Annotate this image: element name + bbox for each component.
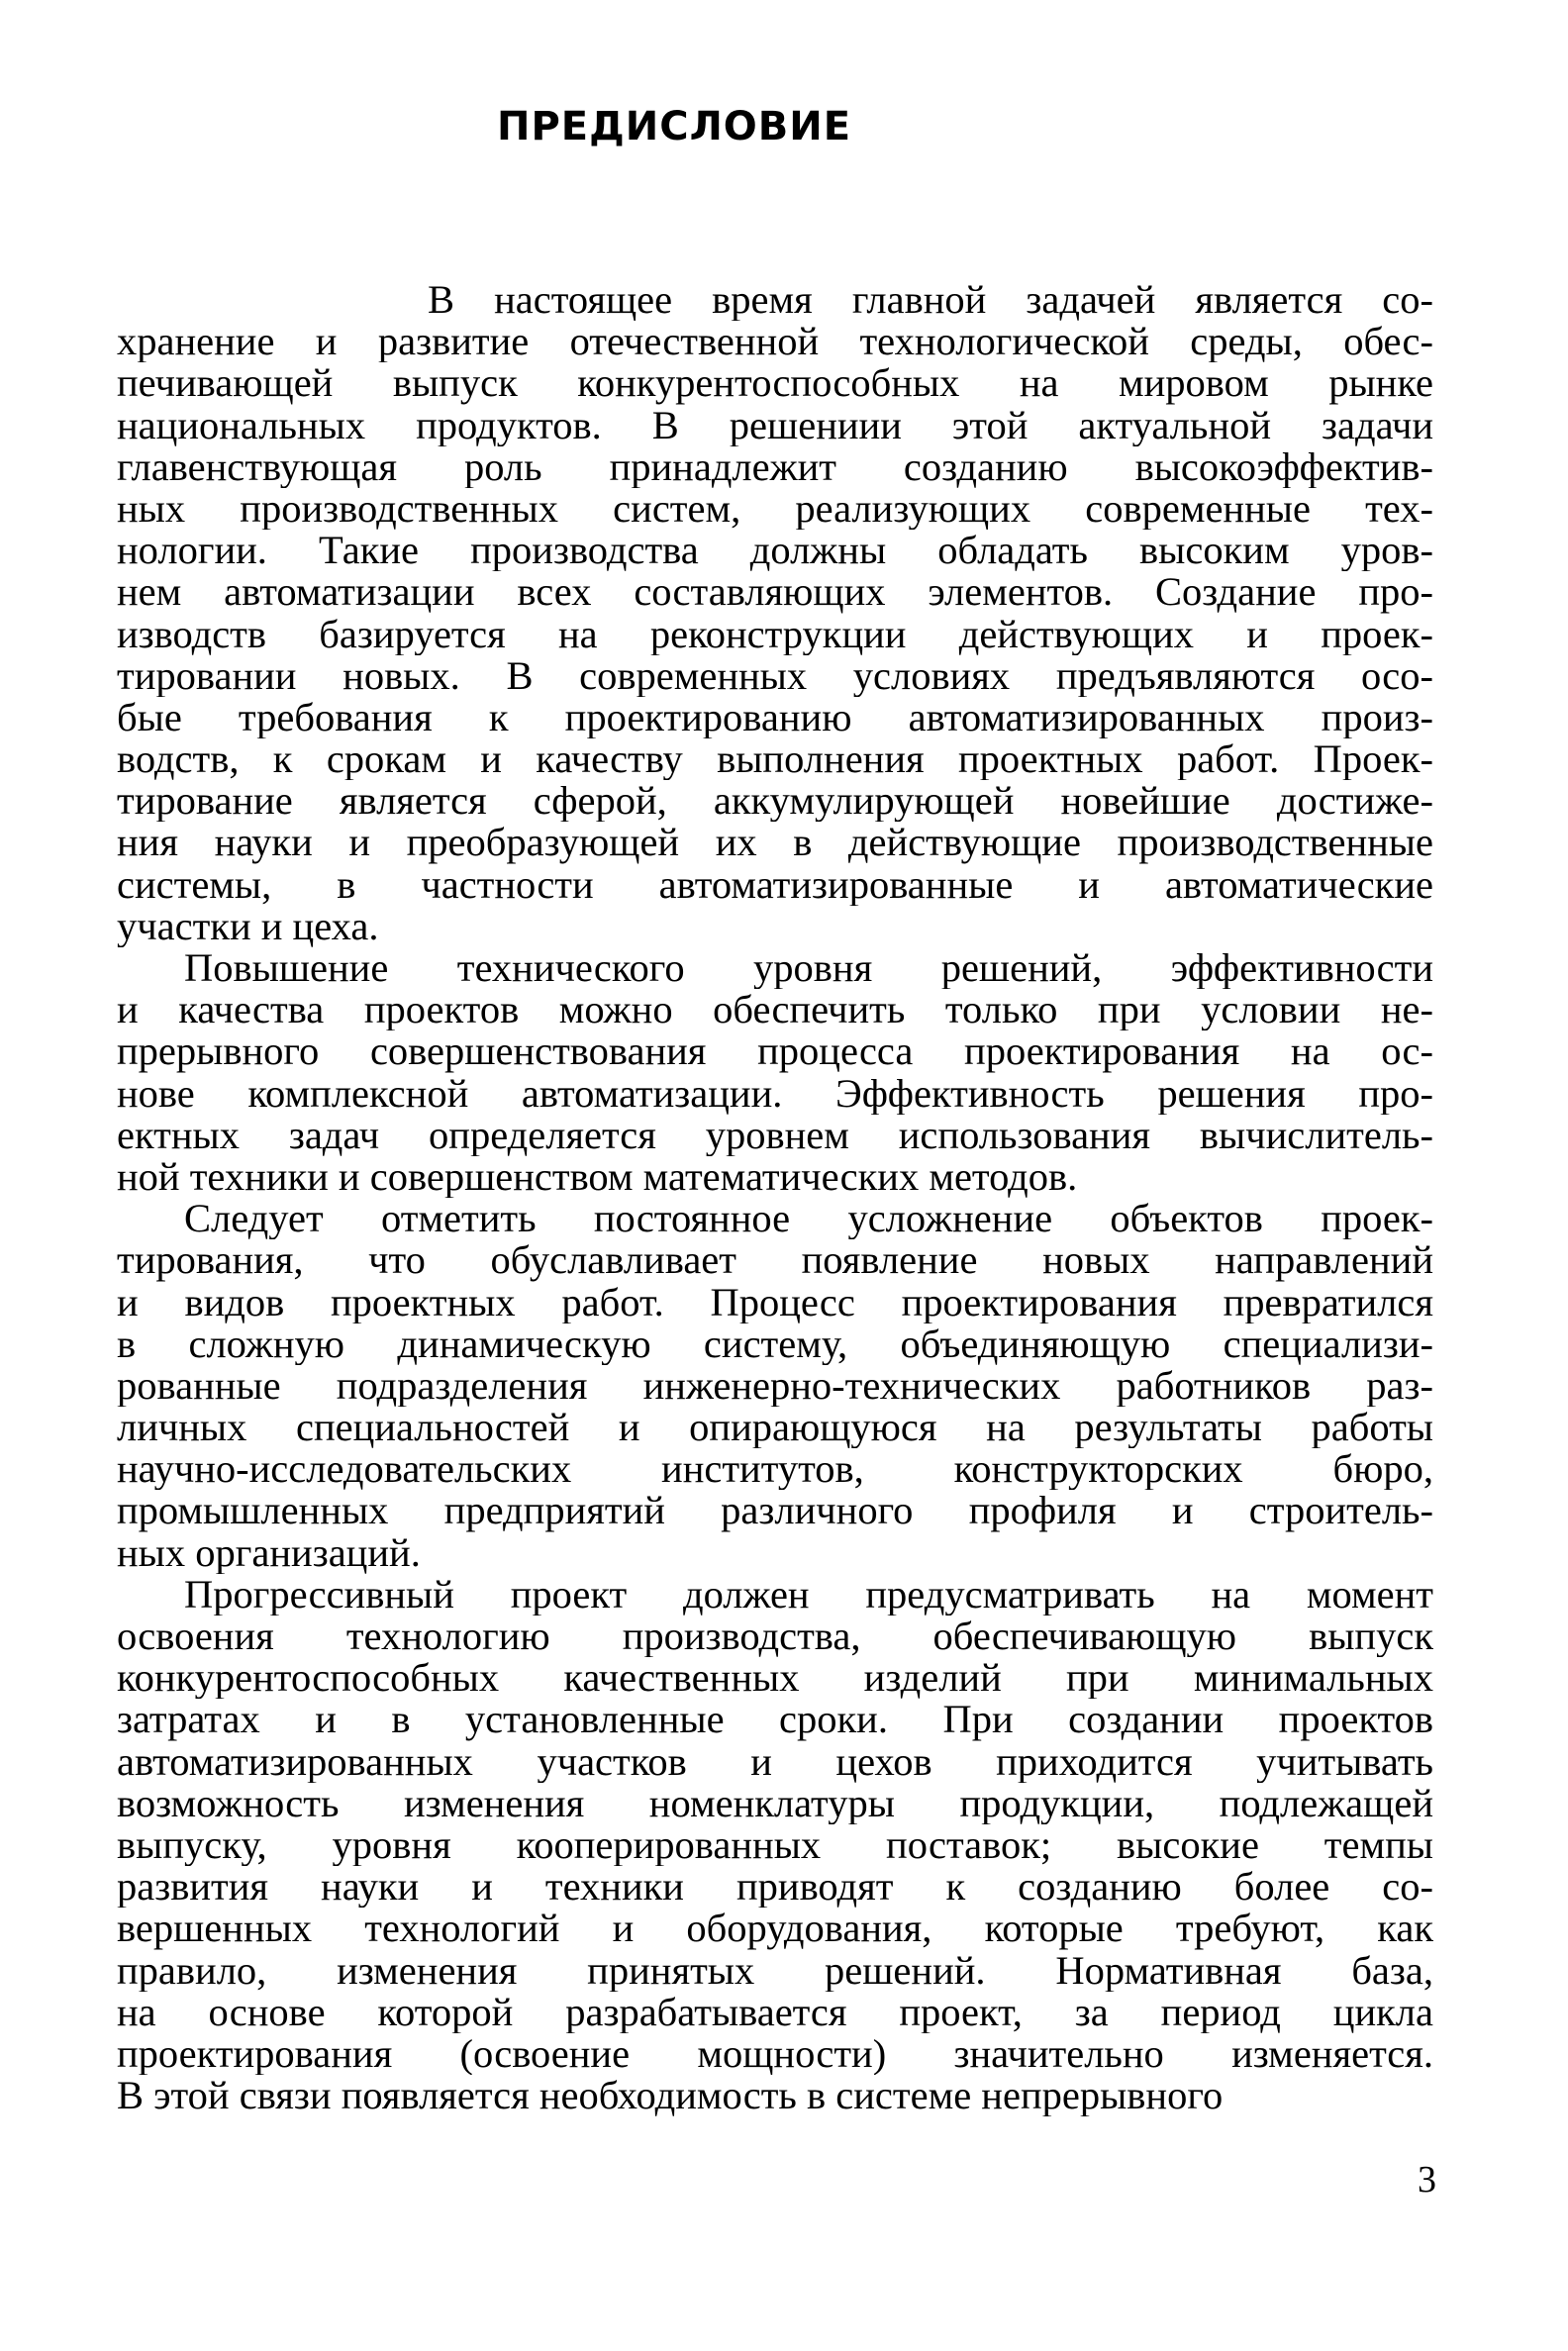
text-line: затратах и в установленные сроки. При создании проектов	[117, 1699, 1433, 1741]
text-line: Повышение технического уровня решений, эффективности	[184, 947, 1433, 990]
text-line: В настоящее время главной задачей является со-	[428, 279, 1433, 322]
text-line: промышленных предприятий различного профиля и строитель-	[117, 1490, 1433, 1532]
text-line: хранение и развитие отечественной технологической среды, обес-	[117, 321, 1433, 363]
paragraph	[117, 1574, 1433, 2116]
text-line: национальных продуктов. В решениии этой актуальной задачи	[117, 404, 1433, 446]
text-line: Следует отметить постоянное усложнение объектов проек-	[184, 1198, 1433, 1240]
paragraph	[117, 1198, 1433, 1574]
text-line: конкурентоспособных качественных изделий при минимальных	[117, 1657, 1433, 1700]
text-line: тировании новых. В современных условиях предъявляются осо-	[117, 654, 1433, 697]
text-line: возможность изменения номенклатуры продукции, подлежащей	[117, 1782, 1433, 1824]
text-line: участки и цеха.	[117, 905, 379, 947]
text-line: нем автоматизации всех составляющих элементов. Создание про-	[117, 571, 1433, 614]
text-line: печивающей выпуск конкурентоспособных на мировом рынке	[117, 362, 1433, 405]
text-line: проектирования (освоение мощности) значительно изменяется.	[117, 2032, 1433, 2076]
paragraph	[117, 279, 1433, 947]
text-line: водств, к срокам и качеству выполнения проектных работ. Проек-	[117, 738, 1433, 781]
text-line: и видов проектных работ. Процесс проектирования превратился	[117, 1281, 1433, 1323]
text-line: Прогрессивный проект должен предусматривать на момент	[184, 1573, 1433, 1616]
text-line: бые требования к проектированию автоматизированных произ-	[117, 696, 1433, 739]
body-text	[117, 279, 1433, 2116]
text-line: ектных задач определяется уровнем использования вычислитель-	[117, 1114, 1433, 1156]
text-line: вершенных технологий и оборудования, которые требуют, как	[117, 1908, 1433, 1950]
text-line: выпуску, уровня кооперированных поставок; высокие темпы	[117, 1823, 1433, 1867]
text-line: нове комплексной автоматизации. Эффективность решения про-	[117, 1072, 1433, 1115]
text-line: рованные подразделения инженерно-технических работников раз-	[117, 1364, 1433, 1408]
text-line: и качества проектов можно обеспечить только при условии не-	[117, 989, 1433, 1031]
text-line: В этой связи появляется необходимость в системе непрерывного	[117, 2075, 1224, 2117]
text-line: ных организаций.	[117, 1531, 421, 1574]
page-number: 3	[1418, 2159, 1436, 2201]
text-line: главенствующая роль принадлежит созданию высокоэффектив-	[117, 445, 1433, 488]
text-line: в сложную динамическую систему, объединяющую специализи-	[117, 1322, 1433, 1365]
text-line: ной техники и совершенством математических методов.	[117, 1155, 1078, 1199]
text-line: системы, в частности автоматизированные и автоматические	[117, 863, 1433, 906]
text-line: тирование является сферой, аккумулирующей новейшие достиже-	[117, 780, 1433, 823]
text-line: прерывного совершенствования процесса проектирования на ос-	[117, 1030, 1433, 1073]
text-line: автоматизированных участков и цехов приходится учитывать	[117, 1740, 1433, 1783]
text-line: правило, изменения принятых решений. Нормативная база,	[117, 1949, 1433, 1992]
text-line: изводств базируется на реконструкции действующих и проек-	[117, 613, 1433, 655]
text-line: научно-исследовательских институтов, конструкторских бюро,	[117, 1448, 1433, 1491]
text-line: ния науки и преобразующей их в действующие производственные	[117, 822, 1433, 864]
text-line: тирования, что обуславливает появление новых направлений	[117, 1239, 1433, 1282]
text-line: развития науки и техники приводят к созданию более со-	[117, 1866, 1433, 1909]
text-line: нологии. Такие производства должны обладать высоким уров-	[117, 530, 1433, 572]
paragraph	[117, 947, 1433, 1198]
page-title: ПРЕДИСЛОВИЕ	[497, 104, 852, 149]
text-line: ных производственных систем, реализующих современные тех-	[117, 487, 1433, 531]
text-line: освоения технологию производства, обеспечивающую выпуск	[117, 1616, 1433, 1658]
text-line: личных специальностей и опирающуюся на результаты работы	[117, 1407, 1433, 1449]
text-line: на основе которой разрабатывается проект, за период цикла	[117, 1991, 1433, 2033]
